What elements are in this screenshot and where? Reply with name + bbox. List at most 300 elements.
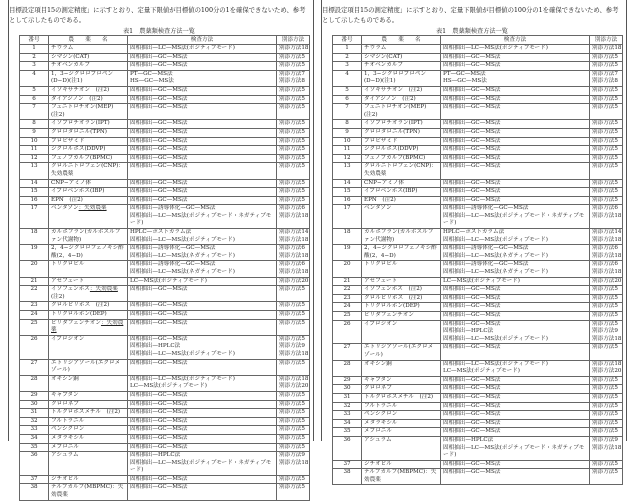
table-row bbox=[333, 286, 623, 295]
table-row bbox=[333, 62, 623, 71]
table-row bbox=[20, 484, 310, 500]
table-row bbox=[333, 45, 623, 54]
table-row bbox=[333, 436, 623, 460]
test-method-cell bbox=[128, 120, 277, 129]
test-method: HPLC—ポストカラム法 bbox=[443, 229, 505, 236]
appendix-method-ref: 別添方法5 bbox=[592, 163, 618, 170]
pesticide-name: プロピザミド bbox=[51, 137, 85, 144]
table-row bbox=[333, 188, 623, 197]
appendix-method-cell bbox=[277, 70, 310, 86]
appendix-method-cell bbox=[277, 261, 310, 277]
test-method-cell bbox=[441, 62, 590, 71]
test-method: 固相抽出—GC—MS法 bbox=[443, 385, 501, 392]
table-row bbox=[20, 95, 310, 104]
pesticide-name-cell bbox=[49, 426, 128, 435]
appendix-method-cell bbox=[590, 120, 623, 129]
test-method: 固相抽出—GC—MS法 bbox=[443, 320, 501, 327]
appendix-method-ref: 別添方法5 bbox=[592, 137, 618, 144]
row-number: 32 bbox=[20, 417, 49, 426]
appendix-method-ref: 別添方法5 bbox=[279, 417, 305, 424]
test-method-cell bbox=[441, 53, 590, 62]
appendix-method-cell bbox=[277, 196, 310, 205]
test-method: 固相抽出—GC—MS法 bbox=[443, 411, 501, 418]
test-method-cell bbox=[441, 411, 590, 420]
test-method: 固相抽出—GC—MS法 bbox=[130, 359, 188, 366]
table-row bbox=[333, 460, 623, 469]
test-method-cell bbox=[441, 393, 590, 402]
row-number: 24 bbox=[333, 303, 362, 312]
test-method-cell bbox=[128, 302, 277, 311]
appendix-method-cell bbox=[277, 434, 310, 443]
table-row bbox=[20, 335, 310, 359]
test-method-cell bbox=[128, 45, 277, 54]
table-row bbox=[20, 311, 310, 320]
header-number: 番号 bbox=[20, 36, 49, 45]
appendix-method-ref: 別添方法5 bbox=[592, 53, 618, 60]
row-number: 35 bbox=[20, 443, 49, 452]
pesticide-name-cell bbox=[49, 409, 128, 418]
test-method-cell bbox=[128, 417, 277, 426]
test-method-cell bbox=[128, 261, 277, 277]
test-method: 固相抽出—GC—MS法 bbox=[443, 104, 501, 111]
appendix-method-cell bbox=[590, 469, 623, 485]
test-method: 固相抽出—GC—MS法 bbox=[130, 154, 188, 161]
appendix-method-cell bbox=[277, 484, 310, 500]
test-method: 固相抽出—GC—MS法 bbox=[443, 188, 501, 195]
test-method: 固相抽出—GC—MS法 bbox=[130, 128, 188, 135]
appendix-method-cell bbox=[590, 419, 623, 428]
table-row bbox=[333, 261, 623, 277]
appendix-method-ref: 別添方法5 bbox=[279, 319, 305, 326]
appendix-method-cell bbox=[590, 95, 623, 104]
test-method: 固相抽出—GC—MS法 bbox=[443, 179, 501, 186]
test-method-cell bbox=[441, 229, 590, 245]
appendix-method-ref: 別添方法5 bbox=[592, 154, 618, 161]
appendix-method-cell bbox=[277, 62, 310, 71]
table-row bbox=[20, 137, 310, 146]
row-number: 5 bbox=[20, 86, 49, 95]
appendix-method-ref: 別添方法5 bbox=[592, 376, 618, 383]
appendix-method-ref: 別添方法5 bbox=[592, 294, 618, 301]
table-row bbox=[333, 402, 623, 411]
pesticide-name: フェニトロチオン(MEP) (注2) bbox=[364, 104, 432, 118]
header-number: 番号 bbox=[333, 36, 362, 45]
document-page-left bbox=[8, 0, 314, 499]
pesticide-name-cell bbox=[362, 303, 441, 312]
test-method-cell bbox=[441, 146, 590, 155]
table-row bbox=[20, 188, 310, 197]
row-number: 20 bbox=[333, 261, 362, 277]
pesticide-name: 1，3−ジクロロプロペン(D−D)(注1) bbox=[51, 70, 114, 85]
table-row bbox=[20, 286, 310, 302]
appendix-method-ref: 別添方法5 bbox=[592, 286, 618, 293]
table-row bbox=[20, 434, 310, 443]
test-method: 固相抽出—LC—MS法(ポジティブモード) bbox=[443, 360, 548, 367]
appendix-method-cell bbox=[590, 393, 623, 402]
appendix-method-cell bbox=[590, 154, 623, 163]
appendix-method-ref: 別添方法18 bbox=[279, 375, 309, 382]
pesticide-name: クロルニトロフェン(CNP)：失効農薬 bbox=[364, 163, 437, 177]
appendix-method-cell bbox=[277, 95, 310, 104]
appendix-method-cell bbox=[277, 188, 310, 197]
test-method: 固相抽出—GC—MS法 bbox=[130, 426, 188, 433]
test-method: 固相抽出—GC—MS法 bbox=[130, 443, 188, 450]
test-method: 固相抽出—HPLC法 bbox=[130, 452, 181, 459]
pesticide-name-cell bbox=[362, 86, 441, 95]
pesticide-name: イソキサチオン (注2) bbox=[51, 86, 110, 93]
pesticide-name: フェノブカルブ(BPMC) bbox=[51, 154, 113, 161]
appendix-method-ref: 別添方法14 bbox=[592, 229, 622, 236]
test-method: 固相抽出—GC—MS法 bbox=[443, 163, 501, 170]
appendix-method-cell bbox=[277, 286, 310, 302]
appendix-method-ref: 別添方法5 bbox=[592, 104, 618, 111]
pesticide-name: アセフェート bbox=[364, 277, 398, 284]
appendix-method-ref: 別添方法5 bbox=[279, 484, 305, 491]
test-method: 固相抽出—GC—MS法 bbox=[130, 409, 188, 416]
row-number: 37 bbox=[20, 475, 49, 484]
test-method: 固相抽出—GC—MS法 bbox=[443, 460, 501, 467]
pesticide-name-cell bbox=[49, 53, 128, 62]
test-method-cell bbox=[128, 475, 277, 484]
appendix-method-ref: 別添方法5 bbox=[279, 335, 305, 342]
appendix-method-ref: 別添方法5 bbox=[592, 469, 618, 476]
pesticide-name-cell bbox=[49, 391, 128, 400]
test-method-cell bbox=[128, 375, 277, 391]
appendix-method-ref: 別添方法5 bbox=[592, 320, 618, 327]
table-row bbox=[333, 411, 623, 420]
row-number: 14 bbox=[333, 179, 362, 188]
table-row bbox=[333, 104, 623, 120]
test-method: 固相抽出—誘導体化—GC—MS法 bbox=[130, 261, 216, 268]
test-method: 固相抽出—GC—MS法 bbox=[443, 303, 501, 310]
pesticide-name: クロルピリホス (注2) bbox=[364, 294, 423, 301]
pesticide-name-cell bbox=[49, 302, 128, 311]
pesticide-name: チウラム bbox=[51, 45, 74, 51]
appendix-method-ref: 別添方法5 bbox=[279, 95, 305, 102]
test-method: 固相抽出—LC—MS法(ポジティブモード・ネガティブモード) bbox=[443, 212, 585, 227]
appendix-method-ref: 別添方法14 bbox=[279, 229, 309, 236]
pesticide-name-cell bbox=[362, 163, 441, 179]
pesticide-name-cell bbox=[362, 229, 441, 245]
test-method: 固相抽出—GC—MS法 bbox=[130, 311, 188, 317]
header-test-method: 検査方法 bbox=[128, 36, 277, 45]
pesticide-name-cell bbox=[362, 360, 441, 376]
pesticide-name-cell bbox=[362, 385, 441, 394]
test-method-cell bbox=[128, 53, 277, 62]
test-method-cell bbox=[441, 196, 590, 205]
pesticide-name-cell bbox=[362, 154, 441, 163]
appendix-method-cell bbox=[277, 128, 310, 137]
row-number: 1 bbox=[20, 45, 49, 54]
test-method: 固相抽出—GC—MS法 bbox=[130, 319, 188, 326]
test-method-cell bbox=[128, 434, 277, 443]
table-row bbox=[333, 360, 623, 376]
appendix-method-ref: 別添方法18 bbox=[279, 350, 309, 357]
table-row bbox=[333, 312, 623, 321]
test-method-cell bbox=[441, 154, 590, 163]
intro-paragraph: 目標設定項目15の測定精度」に示すとおり、定量下限値が目標値の100分の1を確保できないため、参考として示したものである。 bbox=[9, 6, 306, 24]
appendix-method-ref: 別添方法5 bbox=[279, 154, 305, 161]
row-number: 15 bbox=[20, 188, 49, 197]
pesticide-name: ペンシクロン bbox=[51, 426, 85, 433]
row-number: 7 bbox=[333, 104, 362, 120]
test-method: 固相抽出—LC—MS法(ポジティブモード・ネガティブモード) bbox=[443, 444, 585, 459]
test-method-cell bbox=[128, 335, 277, 359]
pesticide-name-cell bbox=[49, 245, 128, 261]
table-row bbox=[333, 428, 623, 437]
pesticide-name-cell bbox=[49, 62, 128, 71]
appendix-method-ref: 別添方法5 bbox=[279, 434, 305, 441]
test-method-cell bbox=[441, 385, 590, 394]
test-method: 固相抽出—GC—MS法 bbox=[130, 53, 188, 60]
appendix-method-cell bbox=[277, 104, 310, 120]
test-method-cell bbox=[128, 154, 277, 163]
appendix-method-ref: 別添方法5 bbox=[592, 411, 618, 418]
pesticide-name: イソフェンホス (注2) bbox=[364, 286, 422, 293]
pesticide-name: カルボフラン(カルボスルファン代謝物) bbox=[51, 229, 121, 243]
pesticide-name: アセフェート bbox=[51, 277, 85, 284]
table-row bbox=[20, 452, 310, 476]
appendix-method-ref: 別添方法5 bbox=[279, 146, 305, 153]
test-method: 固相抽出—GC—MS法 bbox=[443, 286, 501, 293]
pesticide-name: EPN (注2) bbox=[51, 196, 83, 203]
appendix-method-cell bbox=[277, 426, 310, 435]
test-method: 固相抽出—LC—MS法(ポジティブモード) bbox=[130, 45, 235, 51]
pesticide-name: ピリダフェンチオン bbox=[51, 319, 101, 326]
test-method: 固相抽出—HPLC法 bbox=[130, 343, 181, 350]
table-row bbox=[333, 128, 623, 137]
test-method-cell bbox=[128, 409, 277, 418]
appendix-method-ref: 別添方法5 bbox=[592, 344, 618, 351]
appendix-method-cell bbox=[590, 411, 623, 420]
test-method-cell bbox=[128, 86, 277, 95]
row-number: 9 bbox=[333, 128, 362, 137]
pesticide-name: ペンシクロン bbox=[364, 411, 398, 418]
test-method-cell bbox=[441, 436, 590, 460]
table-row bbox=[20, 179, 310, 188]
row-number: 24 bbox=[20, 311, 49, 320]
pesticide-name-cell bbox=[49, 286, 128, 302]
test-method: 固相抽出—GC—MS法 bbox=[130, 302, 188, 309]
pesticide-name: オキシン銅 bbox=[364, 360, 392, 367]
test-method-cell bbox=[441, 419, 590, 428]
test-method: 固相抽出—LC—MS法(ポジティブモード) bbox=[130, 236, 235, 243]
test-method: 固相抽出—GC—MS法 bbox=[443, 128, 501, 135]
pesticide-name: ジチオピル bbox=[51, 475, 79, 482]
test-method: 固相抽出—GC—MS法 bbox=[443, 402, 501, 409]
pesticide-name: クロロタロニル(TPN) bbox=[364, 128, 420, 135]
table-row bbox=[333, 154, 623, 163]
table-row bbox=[20, 70, 310, 86]
appendix-method-ref: 別添方法9 bbox=[592, 328, 618, 335]
test-method-cell bbox=[128, 391, 277, 400]
row-number: 17 bbox=[20, 205, 49, 229]
row-number: 10 bbox=[20, 137, 49, 146]
pesticide-name: ダイアジノン (注2) bbox=[51, 95, 103, 102]
test-method-cell bbox=[441, 245, 590, 261]
pesticide-name: イプロベンホス(IBP) bbox=[51, 188, 105, 195]
appendix-method-ref: 別添方法5 bbox=[279, 311, 305, 317]
header-appendix-method: 別添方法 bbox=[277, 36, 310, 45]
appendix-method-cell bbox=[590, 137, 623, 146]
table-row bbox=[20, 319, 310, 335]
pesticide-name-cell bbox=[362, 402, 441, 411]
row-number: 18 bbox=[333, 229, 362, 245]
test-method-cell bbox=[128, 277, 277, 286]
pesticide-name-cell bbox=[49, 375, 128, 391]
table-row bbox=[20, 128, 310, 137]
row-number: 27 bbox=[333, 344, 362, 360]
pesticide-name-cell bbox=[49, 86, 128, 95]
test-method: LC—MS法(ポジティブモード) bbox=[130, 277, 207, 284]
appendix-method-cell bbox=[590, 460, 623, 469]
row-number: 10 bbox=[333, 137, 362, 146]
pesticide-name: イソプロチオラン(IPT) bbox=[51, 120, 110, 127]
appendix-method-cell bbox=[590, 128, 623, 137]
row-number: 29 bbox=[20, 391, 49, 400]
pesticide-name-cell bbox=[49, 475, 128, 484]
test-method-cell bbox=[441, 402, 590, 411]
pesticide-name-cell bbox=[362, 436, 441, 460]
table-row bbox=[333, 70, 623, 86]
pesticide-name: トルクロホスメチル (注2) bbox=[51, 409, 121, 416]
test-method-cell bbox=[441, 120, 590, 129]
pesticide-name-cell bbox=[362, 460, 441, 469]
appendix-method-cell bbox=[590, 146, 623, 155]
table-row bbox=[20, 261, 310, 277]
table-row bbox=[333, 163, 623, 179]
test-method: 固相抽出—GC—MS法 bbox=[130, 475, 188, 482]
pesticide-name: 2，4−ジクロロフェノキシ酢酸(2，4−D) bbox=[51, 245, 124, 259]
header-pesticide-name: 農 薬 名 bbox=[362, 36, 441, 45]
test-method-cell bbox=[441, 188, 590, 197]
pesticide-name-cell bbox=[362, 128, 441, 137]
appendix-method-cell bbox=[590, 53, 623, 62]
test-method-cell bbox=[441, 428, 590, 437]
appendix-method-ref: 別添方法20 bbox=[592, 277, 622, 284]
test-method: 固相抽出—誘導体化—GC—MS法 bbox=[443, 205, 529, 212]
pesticide-name: トルクロホスメチル (注2) bbox=[364, 393, 434, 400]
appendix-method-cell bbox=[590, 62, 623, 71]
appendix-method-ref: 別添方法5 bbox=[592, 312, 618, 318]
appendix-method-ref: 別添方法18 bbox=[592, 236, 622, 243]
test-method: 固相抽出—GC—MS法 bbox=[130, 146, 188, 153]
row-number: 9 bbox=[20, 128, 49, 137]
appendix-method-ref: 別添方法5 bbox=[279, 426, 305, 433]
appendix-method-cell bbox=[277, 391, 310, 400]
appendix-method-ref: 別添方法20 bbox=[279, 277, 309, 284]
header-pesticide-name: 農 薬 名 bbox=[49, 36, 128, 45]
test-method: 固相抽出—LC—MS法(ポジティブモード) bbox=[130, 375, 235, 382]
pesticide-name: ジクロルボス(DDVP) bbox=[51, 146, 106, 153]
appendix-method-cell bbox=[277, 154, 310, 163]
row-number: 22 bbox=[20, 286, 49, 302]
appendix-method-ref: 別添方法5 bbox=[279, 359, 305, 366]
pesticide-name: クロロネブ bbox=[51, 400, 79, 407]
row-number: 4 bbox=[333, 70, 362, 86]
test-method-cell bbox=[128, 311, 277, 320]
table-row bbox=[20, 104, 310, 120]
row-number: 2 bbox=[333, 53, 362, 62]
pesticide-name-cell bbox=[362, 393, 441, 402]
appendix-method-ref: 別添方法18 bbox=[279, 269, 309, 276]
appendix-method-cell bbox=[590, 303, 623, 312]
table-row bbox=[333, 385, 623, 394]
appendix-method-ref: 別添方法5 bbox=[279, 188, 305, 195]
test-method: 固相抽出—GC—MS法 bbox=[443, 120, 501, 127]
pesticide-name: イソフェンホス bbox=[51, 286, 90, 293]
pesticide-name: ベンタゾン bbox=[51, 205, 79, 212]
row-number: 23 bbox=[333, 294, 362, 303]
pesticide-name-cell bbox=[362, 205, 441, 229]
appendix-method-ref: 別添方法6 bbox=[592, 205, 618, 212]
pesticide-name-cell bbox=[49, 261, 128, 277]
expired-pesticide-note: ：失効農薬 bbox=[78, 205, 107, 212]
test-method: 固相抽出—GC—MS法 bbox=[130, 137, 188, 144]
row-number: 34 bbox=[333, 419, 362, 428]
table-row bbox=[333, 137, 623, 146]
row-number: 26 bbox=[20, 335, 49, 359]
appendix-method-ref: 別添方法5 bbox=[592, 120, 618, 127]
appendix-method-ref: 別添方法5 bbox=[592, 62, 618, 69]
pesticide-name-cell bbox=[49, 452, 128, 476]
row-number: 4 bbox=[20, 70, 49, 86]
test-method-cell bbox=[441, 205, 590, 229]
test-method: 固相抽出—GC—MS法 bbox=[130, 400, 188, 407]
pesticide-name: シマジン(CAT) bbox=[364, 53, 403, 60]
appendix-method-ref: 別添方法6 bbox=[592, 261, 618, 268]
row-number: 33 bbox=[20, 426, 49, 435]
row-number: 13 bbox=[20, 163, 49, 179]
appendix-method-ref: 別添方法5 bbox=[592, 419, 618, 426]
appendix-method-ref: 別添方法18 bbox=[592, 212, 622, 219]
appendix-method-ref: 別添方法18 bbox=[592, 252, 622, 259]
test-method-cell bbox=[128, 484, 277, 500]
test-method: 固相抽出—GC—MS法 bbox=[443, 154, 501, 161]
pesticide-name-cell bbox=[362, 286, 441, 295]
appendix-method-ref: 別添方法18 bbox=[279, 236, 309, 243]
table-row bbox=[333, 120, 623, 129]
test-method: 固相抽出—GC—MS法 bbox=[443, 95, 501, 102]
test-method-cell bbox=[441, 104, 590, 120]
pesticide-name: トリクロピル bbox=[51, 261, 85, 268]
appendix-method-ref: 別添方法6 bbox=[279, 261, 305, 268]
document-page-right bbox=[321, 0, 627, 483]
pesticide-name: チオベンカルブ bbox=[364, 62, 404, 69]
pesticide-methods-table bbox=[332, 35, 623, 485]
appendix-method-cell bbox=[277, 163, 310, 179]
appendix-method-ref: 別添方法20 bbox=[279, 383, 309, 390]
test-method: 固相抽出—GC—MS法 bbox=[130, 286, 188, 293]
test-method-cell bbox=[441, 179, 590, 188]
table-caption: 表1 農薬類検査方法一覧 bbox=[436, 28, 508, 35]
appendix-method-cell bbox=[590, 294, 623, 303]
row-number: 30 bbox=[333, 385, 362, 394]
table-body bbox=[333, 45, 623, 485]
row-number: 12 bbox=[333, 154, 362, 163]
row-number: 34 bbox=[20, 434, 49, 443]
pesticide-name-cell bbox=[362, 245, 441, 261]
pesticide-name-cell bbox=[362, 146, 441, 155]
row-number: 32 bbox=[333, 402, 362, 411]
row-number: 27 bbox=[20, 359, 49, 375]
appendix-method-ref: 別添方法6 bbox=[279, 205, 305, 212]
table-body bbox=[20, 45, 310, 501]
test-method-cell bbox=[128, 229, 277, 245]
test-method-cell bbox=[441, 344, 590, 360]
pesticide-name-cell bbox=[49, 70, 128, 86]
pesticide-name: アシュラム bbox=[364, 436, 392, 443]
